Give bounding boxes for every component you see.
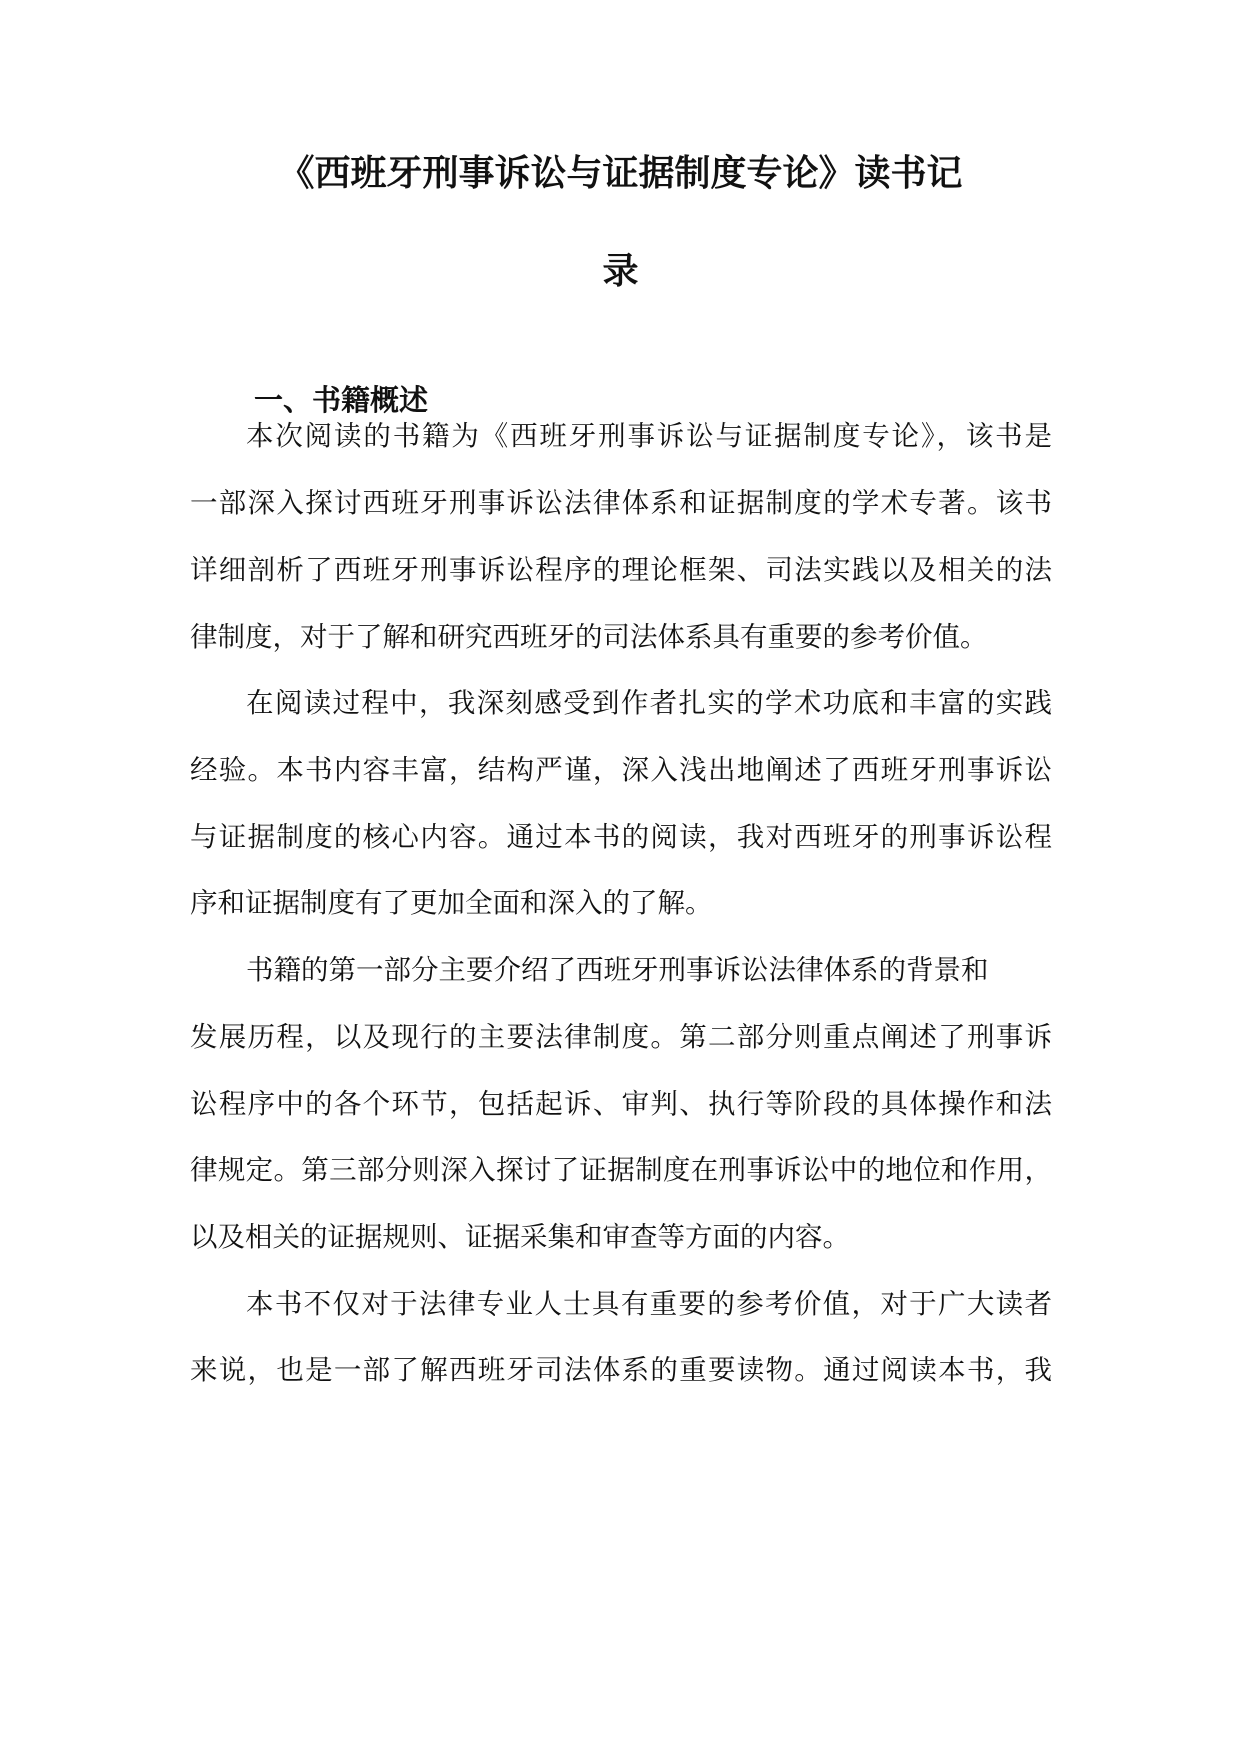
paragraph-3-line-5: 以及相关的证据规则、证据采集和审查等方面的内容。	[190, 1221, 850, 1253]
paragraph-2-line-4: 序和证据制度有了更加全面和深入的了解。	[190, 887, 713, 919]
paragraph-2-line-1: 在阅读过程中，我深刻感受到作者扎实的学术功底和丰富的实践	[246, 687, 1052, 719]
paragraph-2-line-3: 与证据制度的核心内容。通过本书的阅读，我对西班牙的刑事诉讼程	[190, 821, 1052, 853]
paragraph-1-line-4: 律制度，对于了解和研究西班牙的司法体系具有重要的参考价值。	[190, 621, 988, 653]
paragraph-1-line-2: 一部深入探讨西班牙刑事诉讼法律体系和证据制度的学术专著。该书	[190, 487, 1052, 519]
paragraph-1-line-1: 本次阅读的书籍为《西班牙刑事诉讼与证据制度专论》，该书是	[246, 420, 1052, 452]
document-title-line-2: 录	[602, 251, 639, 292]
paragraph-2-line-2: 经验。本书内容丰富，结构严谨，深入浅出地阐述了西班牙刑事诉讼	[190, 754, 1052, 786]
paragraph-3-line-3: 讼程序中的各个环节，包括起诉、审判、执行等阶段的具体操作和法	[190, 1088, 1052, 1120]
paragraph-4-line-2: 来说，也是一部了解西班牙司法体系的重要读物。通过阅读本书，我	[190, 1354, 1052, 1386]
paragraph-3-line-2: 发展历程，以及现行的主要法律制度。第二部分则重点阐述了刑事诉	[190, 1021, 1052, 1053]
paragraph-3-line-4: 律规定。第三部分则深入探讨了证据制度在刑事诉讼中的地位和作用，	[190, 1154, 1052, 1186]
section-heading: 一、书籍概述	[254, 383, 429, 417]
document-title-line-1: 《西班牙刑事诉讼与证据制度专论》读书记	[278, 153, 963, 194]
paragraph-3-line-1: 书籍的第一部分主要介绍了西班牙刑事诉讼法律体系的背景和	[246, 954, 989, 986]
paragraph-4-line-1: 本书不仅对于法律专业人士具有重要的参考价值，对于广大读者	[246, 1288, 1052, 1320]
paragraph-1-line-3: 详细剖析了西班牙刑事诉讼程序的理论框架、司法实践以及相关的法	[190, 554, 1052, 586]
